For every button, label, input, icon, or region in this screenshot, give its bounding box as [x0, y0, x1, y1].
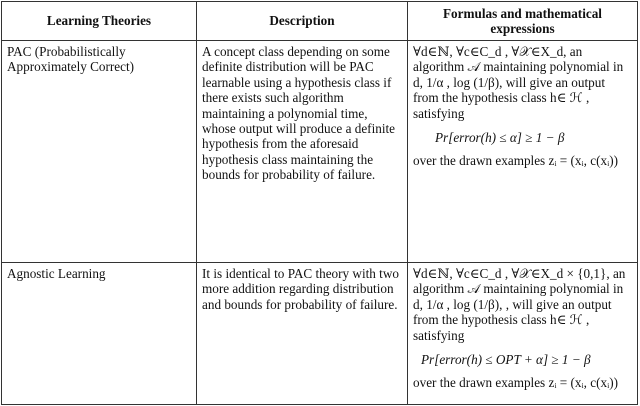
theory-cell: PAC (Probabilistically Approximately Correct) — [2, 41, 197, 263]
description-cell: It is identical to PAC theory with two more addition regarding distribution and bounds for probability of failure. — [197, 263, 408, 405]
learning-theories-table — [1, 1, 638, 405]
formula-cell — [408, 41, 638, 263]
formula-outro: over the drawn examples zᵢ = (xᵢ, c(xᵢ)) — [413, 375, 619, 391]
formula-outro: over the drawn examples zᵢ = (xᵢ, c(xᵢ)) — [413, 153, 619, 169]
formula-intro: ∀d∈ℕ, ∀c∈C_d , ∀𝒳∈X_d × {0,1}, an algorithm 𝒜 maintaining polynomial in d, 1/α , log (1/β), , will give an output from the hypothesis class h∈ ℋ , satisfying — [413, 266, 626, 343]
formula-intro: ∀d∈ℕ, ∀c∈C_d , ∀𝒳∈X_d, an algorithm 𝒜 maintaining polynomial in d, 1/α , log (1/β), will give an output from the hypothesis class h∈ ℋ , satisfying — [413, 44, 624, 121]
header-learning-theories: Learning Theories — [2, 2, 197, 41]
formula-equation: Pr[error(h) ≤ OPT + α] ≥ 1 − β — [421, 352, 591, 368]
table-row — [2, 263, 638, 405]
theory-cell: Agnostic Learning — [2, 263, 197, 405]
header-row — [2, 2, 638, 41]
description-cell: A concept class depending on some definite distribution will be PAC learnable using a hypothesis class if there exists such algorithm maintaining a polynomial time, whose output will produce a definite hypothesis from the aforesaid hypothesis class maintaining the bounds for probability of failure. — [197, 41, 408, 263]
table-row — [2, 41, 638, 263]
formula-equation: Pr[error(h) ≤ α] ≥ 1 − β — [435, 130, 565, 146]
header-description: Description — [197, 2, 408, 41]
formula-cell — [408, 263, 638, 405]
header-formulas: Formulas and mathematical expressions — [408, 2, 638, 41]
